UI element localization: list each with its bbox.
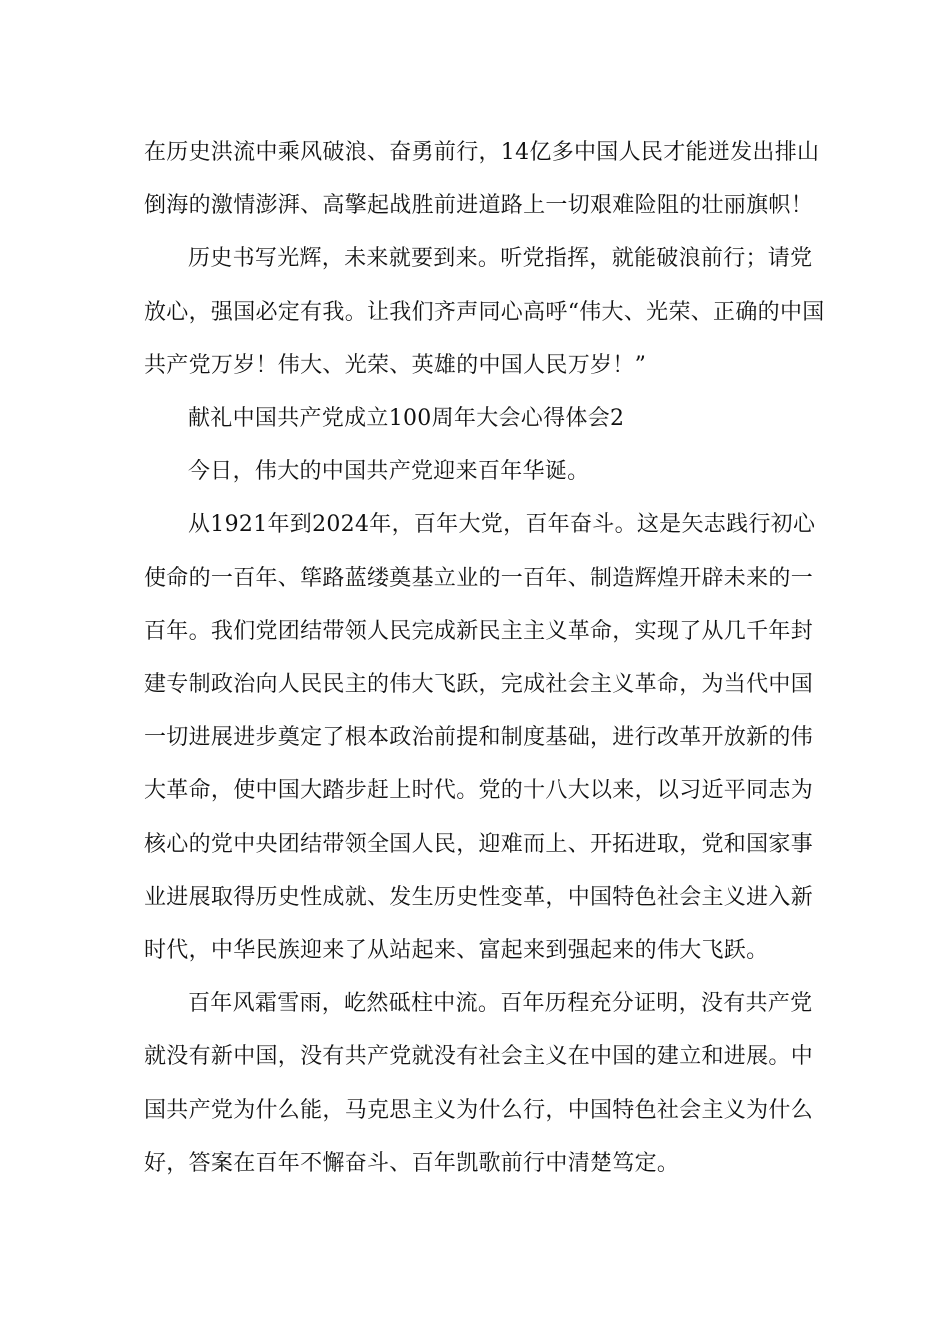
section-title: 献礼中国共产党成立100周年大会心得体会2: [188, 406, 625, 432]
paragraph-century: 从1921年到2024年，百年大党，百年奋斗。这是矢志践行初心使命的一百年、筚路蓝缕奠基立业的一百年、制造辉煌开辟未来的一百年。我们党团结带领人民完成新民主主义革命，实现了从几千年封建专制政治向人民民主的伟大飞跃，完成社会主义革命，为当代中国一切进展进步奠定了根本政治前提和制度基础，进行改革开放新的伟大革命，使中国大踏步赶上时代。党的十八大以来，以习近平同志为核心的党中央团结带领全国人民，迎难而上、开拓进取，党和国家事业进展取得历史性成就、发生历史性变革，中国特色社会主义进入新时代，中华民族迎来了从站起来、富起来到强起来的伟大飞跃。: [144, 512, 816, 964]
document-body: [144, 126, 834, 1190]
paragraph-continuation: 在历史洪流中乘风破浪、奋勇前行，14亿多中国人民才能迸发出排山倒海的激情澎湃、高擎起战胜前进道路上一切艰难险阻的壮丽旗帜！: [144, 140, 820, 219]
paragraph-future: 历史书写光辉，未来就要到来。听党指挥，就能破浪前行；请党放心，强国必定有我。让我们齐声同心高呼“伟大、光荣、正确的中国共产党万岁！伟大、光荣、英雄的中国人民万岁！”: [144, 246, 825, 378]
paragraph-today: 今日，伟大的中国共产党迎来百年华诞。: [188, 459, 590, 485]
paragraph-hundred-years: 百年风霜雪雨，屹然砥柱中流。百年历程充分证明，没有共产党就没有新中国，没有共产党就没有社会主义在中国的建立和进展。中国共产党为什么能，马克思主义为什么行，中国特色社会主义为什么好，答案在百年不懈奋斗、百年凯歌前行中清楚笃定。: [144, 991, 814, 1176]
